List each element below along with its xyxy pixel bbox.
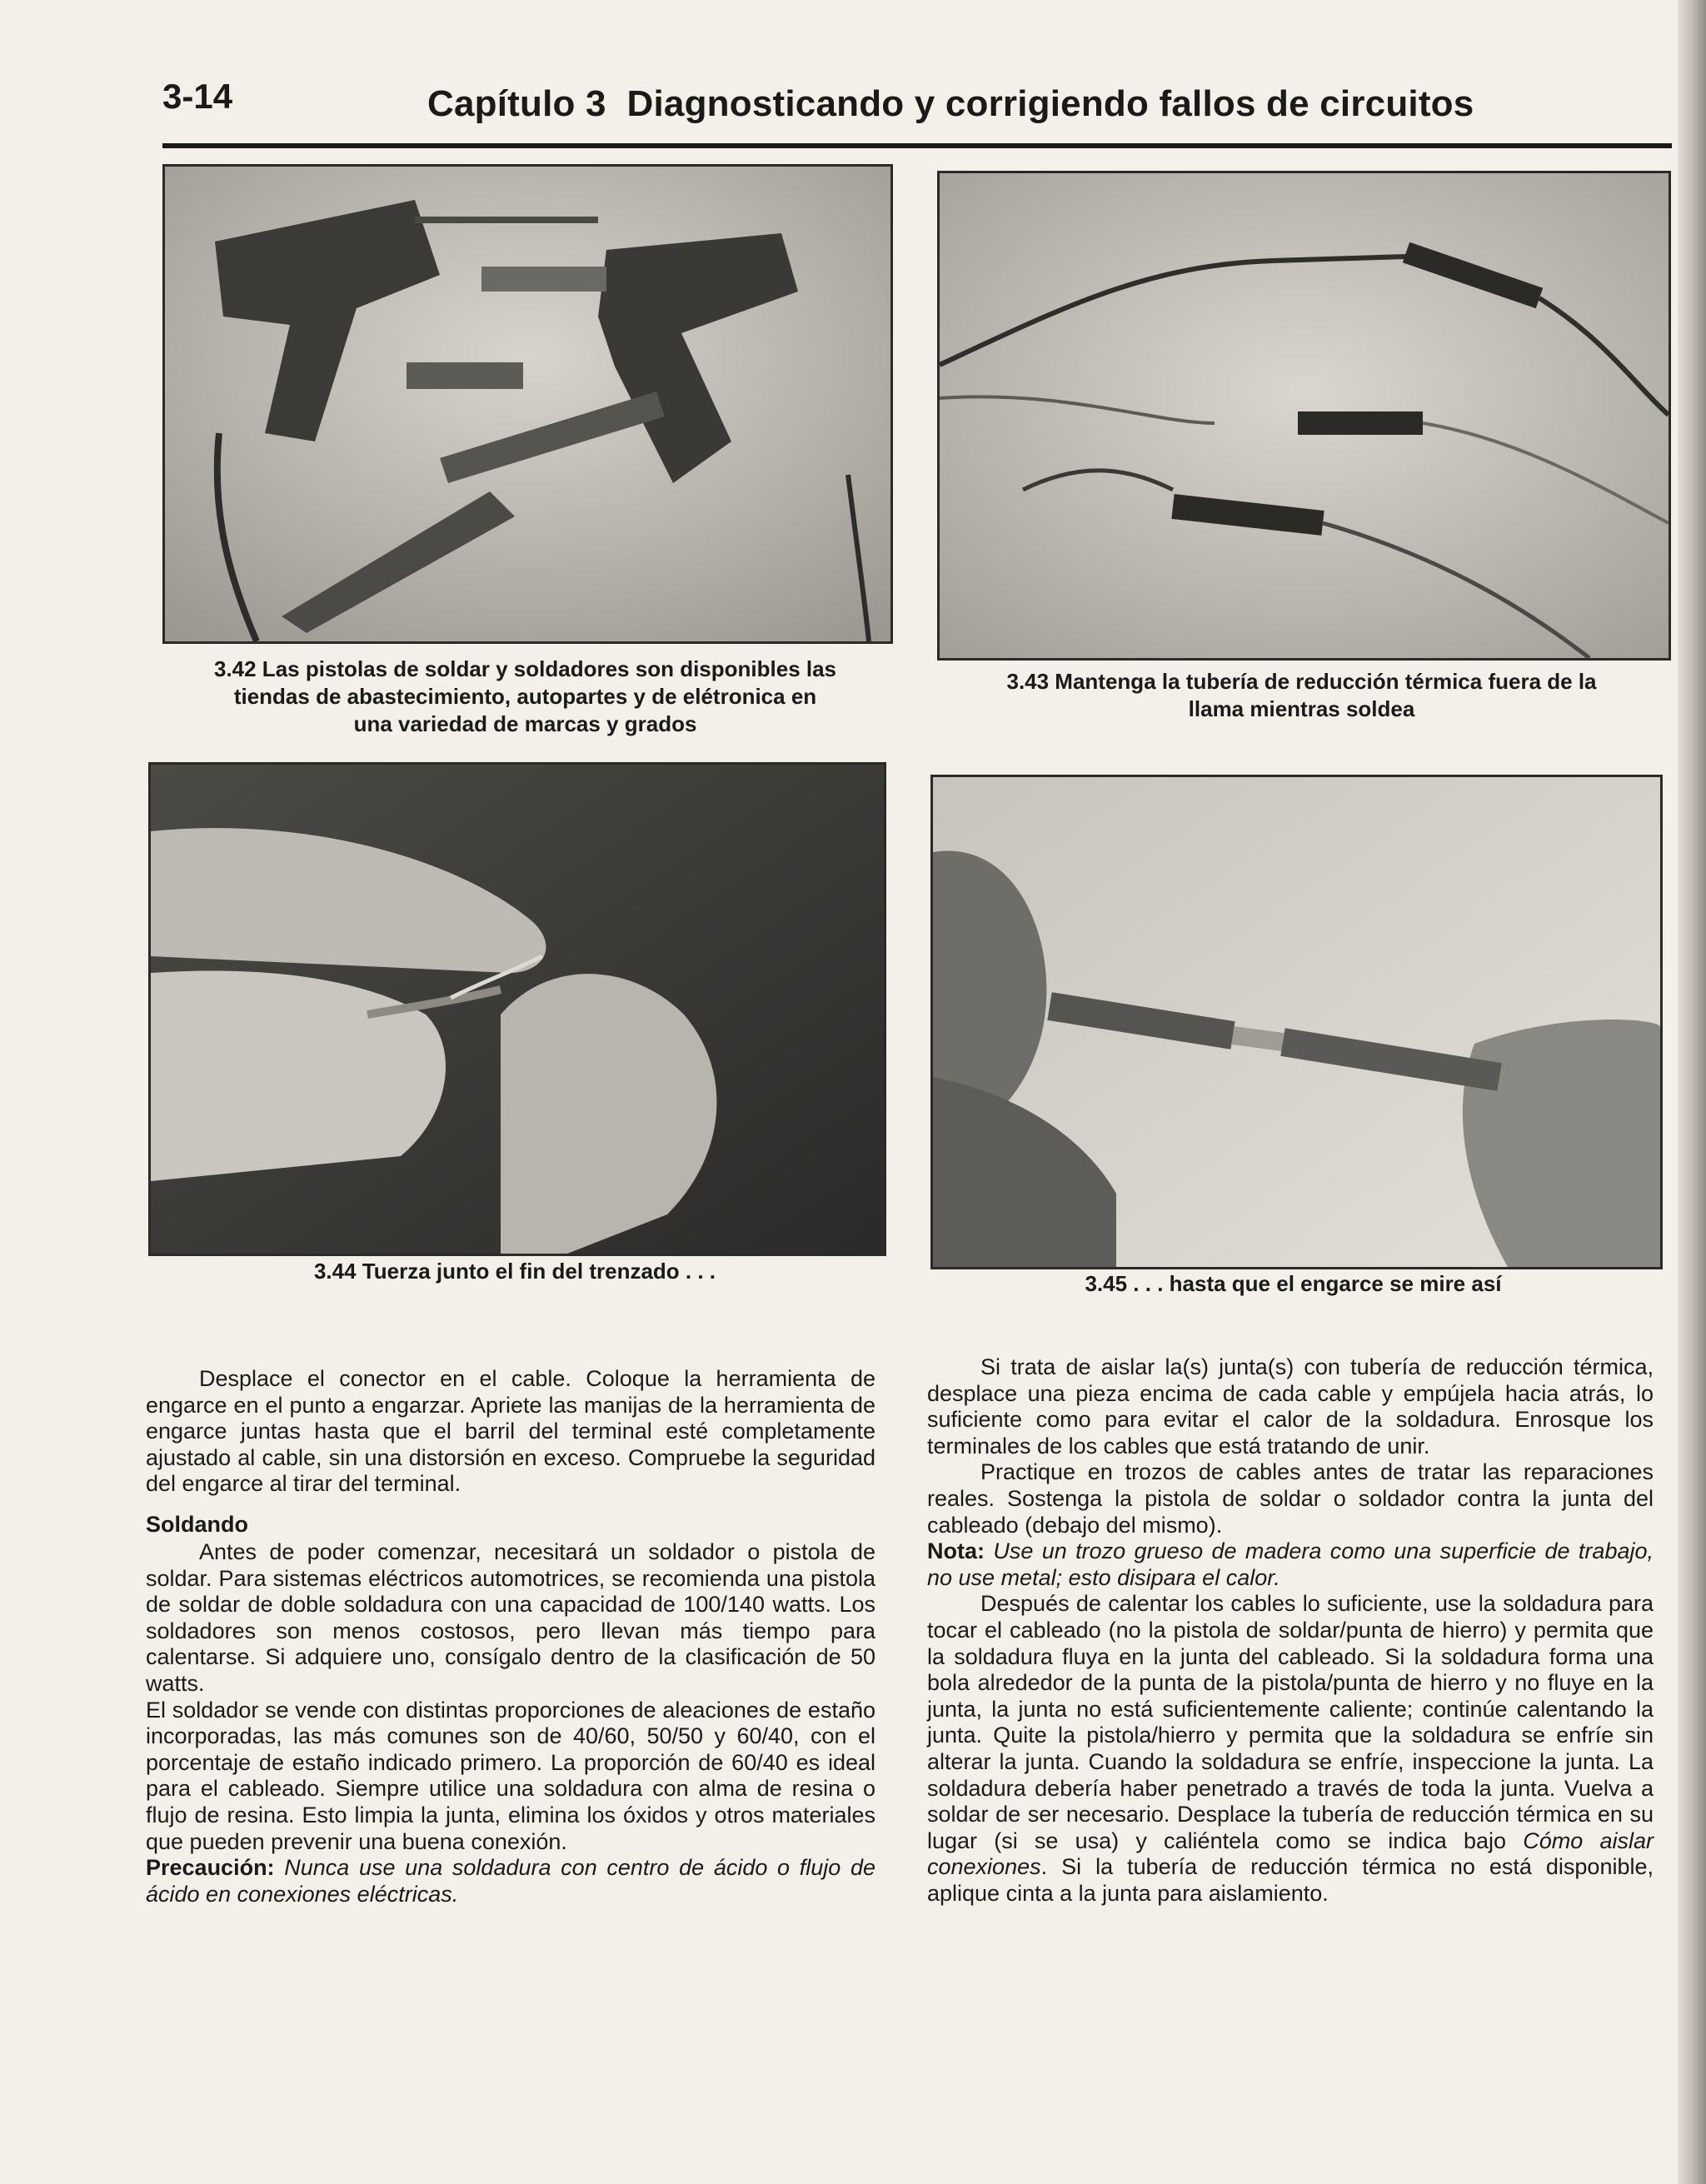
- left-column: [146, 1366, 875, 1907]
- page-edge: [1678, 0, 1706, 2184]
- paragraph-text: Después de calentar los cables lo suficiente, use la soldadura para tocar el cableado (no la pistola de soldar/punta de hierro) y permita que la soldadura fluya en la junta del cableado. Si la soldadura forma una bola alrededor de la punta de la pistola/punta de hierro y no fluye en la junta, la junta no está suficientemente caliente; continúe calentando la junta. Quite la pistola/hierro y permita que la soldadura se enfríe sin alterar la junta. Cuando la soldadura se enfríe, inspeccione la junta. La soldadura debería haber penetrado a través de toda la junta. Vuelva a soldar de ser necesario. Desplace la tubería de reducción térmica en su lugar (si se usa) y caliéntela como se indica bajo: [927, 1591, 1654, 1853]
- paragraph: Si trata de aislar la(s) junta(s) con tubería de reducción térmica, desplace una pieza encima de cada cable y empújela hacia atrás, lo suficiente como para evitar el calor de la soldadura. Enrosque los terminales de los cables que está tratando de unir.: [927, 1354, 1654, 1458]
- paragraph: El soldador se vende con distintas proporciones de aleaciones de estaño incorporadas, las más comunes son de 40/60, 50/50 y 60/40, con el porcentaje de estaño indicado primero. La proporción de 60/40 es ideal para el cableado. Siempre utilice una soldadura con alma de resina o flujo de resina. Esto limpia la junta, elimina los óxidos y otros materiales que pueden prevenir una buena conexión.: [146, 1697, 875, 1854]
- figure-caption: [916, 1270, 1670, 1298]
- figure-caption: [148, 1258, 881, 1285]
- caption-line: 3.45 . . . hasta que el engarce se mire así: [1085, 1271, 1502, 1296]
- caution-label: Precaución:: [146, 1855, 275, 1881]
- section-heading: Soldando: [146, 1511, 248, 1537]
- right-column: [927, 1354, 1654, 1907]
- photo-shrink-tubing: [937, 171, 1671, 661]
- photo-soldering-guns: [162, 164, 893, 644]
- note-text: Use un trozo grueso de madera como una superficie de trabajo, no use metal; esto disipara el calor.: [927, 1538, 1654, 1590]
- note-label: Nota:: [927, 1538, 985, 1564]
- caption-line: 3.42 Las pistolas de soldar y soldadores son disponibles las: [213, 656, 837, 681]
- caption-line: 3.43 Mantenga la tubería de reducción térmica fuera de la: [1006, 669, 1597, 694]
- paragraph: Antes de poder comenzar, necesitará un soldador o pistola de soldar. Para sistemas eléctricos automotrices, se recomienda una pistola de soldar de doble soldadura con una capacidad de 100/140 watts. Los soldadores son menos costosos, pero llevan más tiempo para calentarse. Si adquiere uno, consígalo dentro de la clasificación de 50 watts.: [146, 1538, 875, 1696]
- paragraph-text: . Si la tubería de reducción térmica no está disponible, aplique cinta a la junta para aislamiento.: [927, 1854, 1654, 1906]
- paragraph: Desplace el conector en el cable. Coloque la herramienta de engarce en el punto a engarzar. Apriete las manijas de la herramienta de engarce juntas hasta que el barril del terminal esté completamente ajustado al cable, sin una distorsión en exceso. Compruebe la seguridad del engarce al tirar del terminal.: [146, 1366, 875, 1497]
- note-paragraph: [927, 1538, 1654, 1591]
- paragraph: Practique en trozos de cables antes de tratar las reparaciones reales. Sostenga la pistola de soldar o soldador contra la junta del cableado (debajo del mismo).: [927, 1459, 1654, 1538]
- paragraph: [927, 1591, 1654, 1907]
- figure-caption: [146, 656, 905, 738]
- page-header: [162, 73, 1670, 148]
- caption-line: llama mientras soldea: [1188, 696, 1415, 721]
- caution-text: Nunca use una soldadura con centro de ácido o flujo de ácido en conexiones eléctricas.: [146, 1855, 875, 1907]
- header-rule: [162, 143, 1672, 148]
- caption-line: 3.44 Tuerza junto el fin del trenzado . . .: [313, 1259, 716, 1284]
- caption-line: una variedad de marcas y grados: [353, 711, 697, 736]
- photo-finished-splice: [930, 775, 1663, 1269]
- page-number: 3-14: [162, 77, 233, 116]
- chapter-title: Capítulo 3 Diagnosticando y corrigiendo fallos de circuitos: [427, 83, 1474, 124]
- cross-reference: Cómo aislar conexiones: [927, 1827, 1654, 1880]
- caption-line: tiendas de abastecimiento, autopartes y de elétronica en: [233, 684, 817, 709]
- photo-twisting-wires: [148, 762, 886, 1256]
- figure-caption: [920, 668, 1683, 723]
- caution-paragraph: [146, 1855, 875, 1907]
